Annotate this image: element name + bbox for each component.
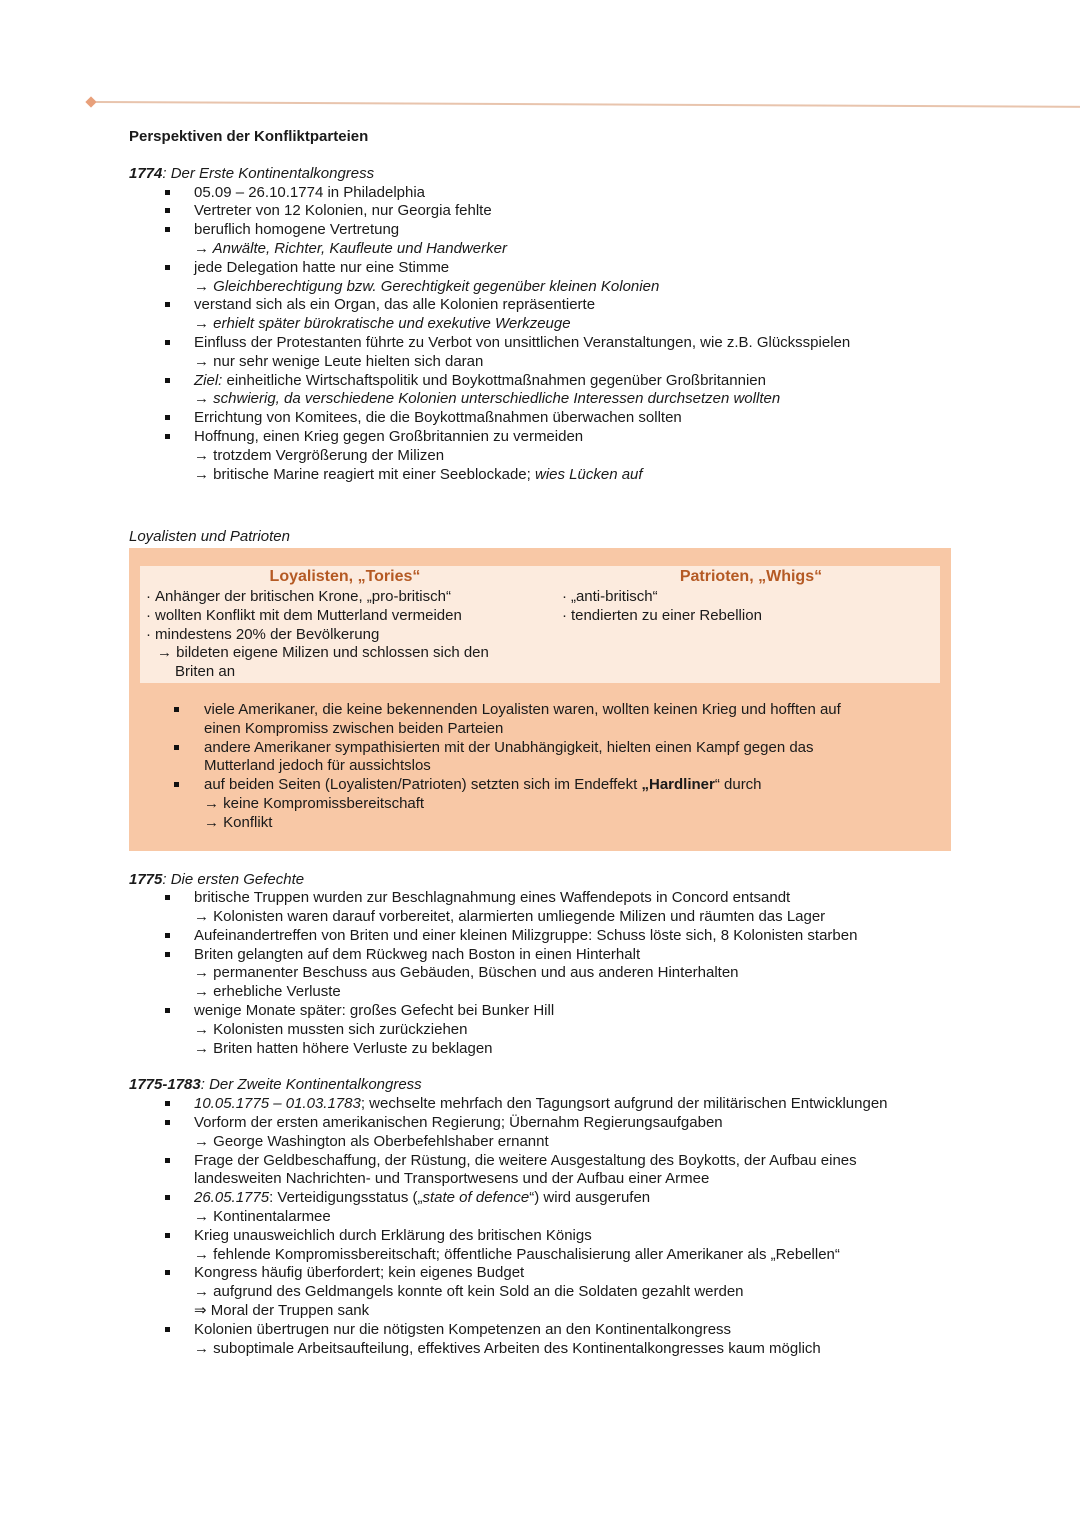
bullet-list	[129, 184, 1029, 485]
section-heading: 1775-1783: Der Zweite Kontinentalkongress	[129, 1076, 422, 1094]
list-subitem: → Kolonisten mussten sich zurückziehen	[194, 1020, 468, 1038]
list-item: andere Amerikaner sympathisierten mit der Unabhängigkeit, hielten einen Kampf gegen das Mutterland jedoch für aussichtslos	[129, 739, 951, 777]
list-item: 26.05.1775: Verteidigungsstatus („state of defence“) wird ausgerufen → Kontinentalarmee	[129, 1189, 1029, 1227]
section-first-congress	[129, 165, 1029, 485]
patriots-column	[544, 568, 940, 682]
comparison-box	[129, 548, 951, 850]
list-item: · Anhänger der britischen Krone, „pro-britisch“	[146, 588, 544, 607]
patriots-header: Patrioten, „Whigs“	[679, 568, 823, 586]
list-item: Krieg unausweichlich durch Erklärung des britischen Königs → fehlende Kompromissbereitschaft; öffentliche Pauschalisierung aller Amerikaner als „Rebellen“	[129, 1227, 1029, 1265]
box-bullet-list	[129, 701, 951, 833]
list-subitem: → Kolonisten waren darauf vorbereitet, alarmierten umliegende Milizen und räumten das Lager	[194, 908, 826, 926]
list-item: Briten gelangten auf dem Rückweg nach Boston in einen Hinterhalt → permanenter Beschuss aus Gebäuden, Büschen und aus anderen Hinterhalten → erhebliche Verluste	[129, 946, 1029, 1002]
list-subitem: → erhielt später bürokratische und exekutive Werkzeuge	[194, 315, 571, 333]
list-item: 05.09 – 26.10.1774 in Philadelphia	[129, 184, 1029, 203]
list-subitem: → bildeten eigene Milizen und schlossen sich den	[157, 644, 489, 662]
loyalists-header: Loyalisten, „Tories“	[269, 568, 421, 586]
document-body	[129, 128, 1029, 1376]
section-loyalists-patriots	[129, 528, 1029, 850]
list-subitem: → Gleichberechtigung bzw. Gerechtigkeit gegenüber kleinen Kolonien	[194, 277, 660, 295]
list-item: beruflich homogene Vertretung → Anwälte, Richter, Kaufleute und Handwerker	[129, 221, 1029, 259]
section-heading: 1775: Die ersten Gefechte	[129, 870, 305, 888]
list-item: Errichtung von Komitees, die die Boykottmaßnahmen überwachen sollten	[129, 409, 1029, 428]
list-item: Frage der Geldbeschaffung, der Rüstung, die weitere Ausgestaltung des Boykotts, der Aufbau eines landesweiten Nachrichten- und Transportwesens und der Aufbau einer Armee	[129, 1152, 1029, 1190]
list-item: viele Amerikaner, die keine bekennenden Loyalisten waren, wollten keinen Krieg und hofften auf einen Kompromiss zwischen beiden Parteien	[129, 701, 951, 739]
list-item: jede Delegation hatte nur eine Stimme → Gleichberechtigung bzw. Gerechtigkeit gegenüber kleinen Kolonien	[129, 259, 1029, 297]
list-item: britische Truppen wurden zur Beschlagnahmung eines Waffendepots in Concord entsandt → Kolonisten waren darauf vorbereitet, alarmierten umliegende Milizen und räumten das Lager	[129, 889, 1029, 927]
list-item: Einfluss der Protestanten führte zu Verbot von unsittlichen Veranstaltungen, wie z.B. Glücksspielen → nur sehr wenige Leute hielten sich daran	[129, 334, 1029, 372]
list-subitem: → permanenter Beschuss aus Gebäuden, Büschen und aus anderen Hinterhalten	[194, 964, 739, 982]
loyalists-column	[140, 568, 544, 682]
section-second-congress	[129, 1076, 1029, 1358]
page-title: Perspektiven der Konfliktparteien	[129, 128, 369, 145]
list-item: verstand sich als ein Organ, das alle Kolonien repräsentierte → erhielt später bürokratische und exekutive Werkzeuge	[129, 296, 1029, 334]
header-diamond-icon	[85, 96, 96, 107]
list-item: Kongress häufig überfordert; kein eigenes Budget → aufgrund des Geldmangels konnte oft kein Sold an die Soldaten gezahlt werden ⇒ Moral der Truppen sank	[129, 1264, 1029, 1320]
list-subitem: → nur sehr wenige Leute hielten sich daran	[194, 352, 484, 370]
list-subitem: → schwierig, da verschiedene Kolonien unterschiedliche Interessen durchsetzen wollten	[194, 390, 781, 408]
section-first-battles	[129, 871, 1029, 1059]
list-item: Kolonien übertrugen nur die nötigsten Kompetenzen an den Kontinentalkongress → suboptimale Arbeitsaufteilung, effektives Arbeiten des Kontinentalkongresses kaum möglich	[129, 1321, 1029, 1359]
list-item: Hoffnung, einen Krieg gegen Großbritannien zu vermeiden → trotzdem Vergrößerung der Milizen → britische Marine reagiert mit einer Seeblockade; wies Lücken auf	[129, 428, 1029, 484]
bullet-list	[129, 1095, 1029, 1358]
list-item: · tendierten zu einer Rebellion	[562, 607, 940, 626]
list-item: · wollten Konflikt mit dem Mutterland vermeiden	[146, 607, 544, 626]
comparison-table	[140, 566, 940, 683]
list-item: · „anti-britisch“	[562, 588, 940, 607]
list-item: Vorform der ersten amerikanischen Regierung; Übernahm Regierungsaufgaben → George Washington als Oberbefehlshaber ernannt	[129, 1114, 1029, 1152]
list-item: wenige Monate später: großes Gefecht bei Bunker Hill → Kolonisten mussten sich zurückziehen → Briten hatten höhere Verluste zu beklagen	[129, 1002, 1029, 1058]
bullet-list	[129, 889, 1029, 1058]
section-heading: Loyalisten und Patrioten	[129, 528, 290, 546]
list-subitem: → Anwälte, Richter, Kaufleute und Handwerker	[194, 239, 507, 257]
list-subitem: → erhebliche Verluste	[194, 983, 341, 1001]
list-subitem: Briten an	[175, 663, 236, 681]
section-heading: 1774: Der Erste Kontinentalkongress	[129, 164, 375, 182]
list-subitem: → Briten hatten höhere Verluste zu beklagen	[194, 1039, 493, 1057]
header-rule	[96, 101, 1080, 108]
list-item: 10.05.1775 – 01.03.1783; wechselte mehrfach den Tagungsort aufgrund der militärischen Entwicklungen	[129, 1095, 1029, 1114]
list-item: Vertreter von 12 Kolonien, nur Georgia fehlte	[129, 202, 1029, 221]
list-item: auf beiden Seiten (Loyalisten/Patrioten) setzten sich im Endeffekt „Hardliner“ durch → keine Kompromissbereitschaft → Konflikt	[129, 776, 951, 832]
list-subitem: → britische Marine reagiert mit einer Seeblockade; wies Lücken auf	[194, 465, 643, 483]
list-item: Ziel: einheitliche Wirtschaftspolitik und Boykottmaßnahmen gegenüber Großbritannien → schwierig, da verschiedene Kolonien unterschiedliche Interessen durchsetzen wollten	[129, 372, 1029, 410]
list-item: Aufeinandertreffen von Briten und einer kleinen Milizgruppe: Schuss löste sich, 8 Kolonisten starben	[129, 927, 1029, 946]
list-item: · mindestens 20% der Bevölkerung	[146, 626, 544, 645]
list-subitem: → trotzdem Vergrößerung der Milizen	[194, 446, 445, 464]
